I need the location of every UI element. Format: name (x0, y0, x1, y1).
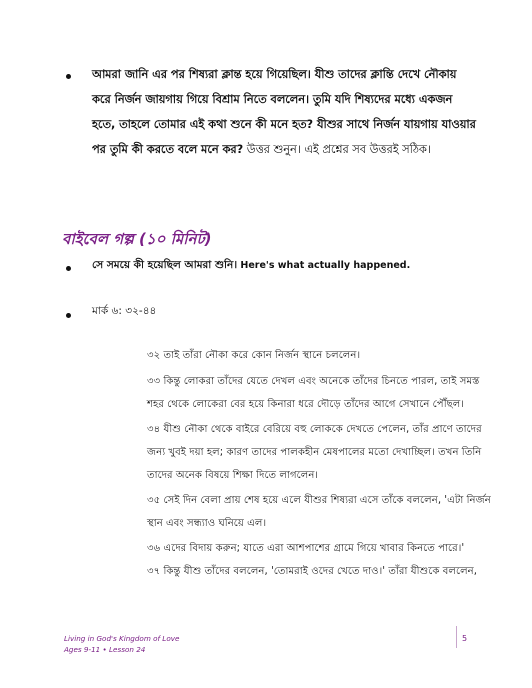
intro-line-1: আমরা জানি এর পর শিষ্যরা ক্লান্ত হয়ে গিয়েছিল। যীশু তাদের ক্লান্তি দেখে নৌকায় (92, 68, 457, 81)
verse-line: তাদের অনেক বিষয়ে শিক্ষা দিতে লাগলেন। (147, 470, 319, 481)
verse-line: জন্য খুবই দয়া হল; কারণ তাদের পালকহীন মেষপালের মতো দেখাচ্ছিল। তখন তিনি (147, 447, 482, 458)
bullet-marker (66, 266, 71, 271)
footer-title: Living in God's Kingdom of Love (64, 634, 180, 643)
verse-line: ৩৬ এদের বিদায় করুন; যাতে এরা আশপাশের গ্রামে গিয়ে খাবার কিনতে পারে।' (147, 543, 465, 554)
bullet-marker (66, 74, 71, 79)
scripture-reference: মার্ক ৬: ৩২-৪৪ (92, 305, 157, 317)
bullet-marker (66, 313, 71, 318)
section-heading: বাইবেল গল্প (১০ মিনিট) (62, 230, 212, 248)
verse-line: ৩৪ যীশু নৌকা থেকে বাইরে বেরিয়ে বহু লোককে দেখতে পেলেন, তাঁর প্রাণে তাদের (147, 424, 482, 435)
verse-line: শহর থেকে লোকেরা বের হয়ে কিনারা ধরে দৌড়ে তাঁদের আগে সেখানে পৌঁছল। (147, 399, 465, 410)
happened-english: Here's what actually happened. (237, 260, 411, 271)
verse-line: স্থান এবং সন্ধ্যাও ঘনিয়ে এল। (147, 518, 267, 529)
page-number: 5 (462, 634, 468, 643)
verse-line: ৩৭ কিন্তু যীশু তাঁদের বললেন, 'তোমরাই ওদের খেতে দাও।' তাঁরা যীশুকে বললেন, (147, 566, 477, 577)
intro-line-3: হতে, তাহলে তোমার এই কথা শুনে কী মনে হত? যীশুর সাথে নির্জন যায়গায় যাওয়ার (92, 118, 476, 131)
happened-bullet (92, 258, 410, 275)
verse-line: ৩৩ কিন্তু লোকরা তাঁদের যেতে দেখল এবং অনেকে তাঁদের চিনতে পারল, তাই সমস্ত (147, 376, 480, 387)
verse-line: ৩৫ সেই দিন বেলা প্রায় শেষ হয়ে এলে যীশুর শিষ্যরা এসে তাঁকে বললেন, 'এটা নির্জন (147, 495, 491, 506)
intro-answer-note: উত্তর শুনুন। এই প্রশ্নের সব উত্তরই সঠিক। (243, 143, 431, 156)
happened-bengali: সে সময়ে কী হয়েছিল আমরা শুনি। (92, 259, 238, 271)
footer-subtitle: Ages 9-11 • Lesson 24 (64, 645, 146, 654)
intro-line-2: করে নির্জন জায়গায় গিয়ে বিশ্রাম নিতে বললেন। তুমি যদি শিষ্যদের মধ্যে একজন (92, 93, 453, 106)
intro-line-4 (92, 142, 431, 158)
footer-divider (456, 626, 457, 648)
intro-question: পর তুমি কী করতে বলে মনে কর? (92, 143, 244, 156)
verse-line: ৩২ তাই তাঁরা নৌকা করে কোন নির্জন স্থানে চললেন। (147, 350, 361, 361)
